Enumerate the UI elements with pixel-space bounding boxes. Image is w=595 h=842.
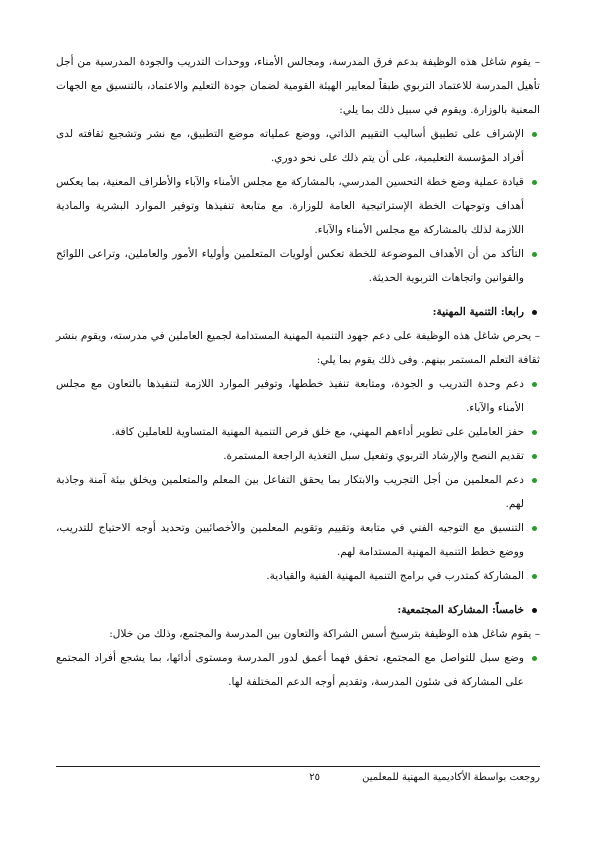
green-bullet-icon <box>532 526 537 531</box>
green-bullet-icon <box>532 656 537 661</box>
list-item: حفز العاملين على تطوير أداءهم المهني، مع خلق فرص التنمية المهنية المتساوية للعاملين كافة. <box>56 420 540 444</box>
green-bullet-icon <box>532 132 537 137</box>
section4-intro: – يحرص شاغل هذه الوظيفة على دعم جهود التنمية المهنية المستدامة لجميع العاملين في مدرسته، ويقوم بنشر ثقافة التعلم المستمر بينهم. وفى ذلك يقوم بما يلي: <box>56 330 540 366</box>
page-number: ٢٥ <box>309 772 320 783</box>
section3-intro: – يقوم شاغل هذه الوظيفة بدعم فرق المدرسة، ومجالس الأمناء، ووحدات التدريب والجودة المدرسية من أجل تأهيل المدرسة للاعتماد التربوي طبقاً لمعايير الهيئة القومية لضمان جودة التعليم والاعتماد، بالتنسيق مع الجهات المعنية بالوزارة. ويقوم في سبيل ذلك بما يلي: <box>56 56 540 116</box>
section5-list <box>56 646 540 694</box>
list-item: التأكد من أن الأهداف الموضوعة للخطة تعكس أولويات المتعلمين وأولياء الأمور والعاملين، وتراعى اللوائح والقوانين واتجاهات التربوية الحديثة. <box>56 242 540 290</box>
green-bullet-icon <box>532 382 537 387</box>
green-bullet-icon <box>532 454 537 459</box>
list-item: دعم وحدة التدريب و الجودة، ومتابعة تنفيذ خططها، وتوفير الموارد اللازمة لتنفيذها بالتعاون مع مجلس الأمناء والآباء. <box>56 372 540 420</box>
green-bullet-icon <box>532 180 537 185</box>
section4-list <box>56 372 540 588</box>
section5-heading: خامساً: المشاركة المجتمعية: <box>56 598 540 622</box>
black-bullet-icon <box>532 310 537 315</box>
green-bullet-icon <box>532 252 537 257</box>
list-item: المشاركة كمتدرب في برامج التنمية المهنية الفنية والقيادية. <box>56 564 540 588</box>
footer-divider <box>56 766 540 767</box>
list-item: وضع سبل للتواصل مع المجتمع، تحقق فهما أعمق لدور المدرسة ومستوى أدائها، بما يشجع أفراد المجتمع على المشاركة فى شئون المدرسة، وتقديم أوجه الدعم المختلفة لها. <box>56 646 540 694</box>
list-item: التنسيق مع التوجيه الفني في متابعة وتقييم وتقويم المعلمين والأخصائيين وتحديد أوجه الاحتياج للتدريب، ووضع خطط التنمية المهنية المستدامة لهم. <box>56 516 540 564</box>
green-bullet-icon <box>532 574 537 579</box>
green-bullet-icon <box>532 478 537 483</box>
list-item: دعم المعلمين من أجل التجريب والابتكار بما يحقق التفاعل بين المعلم والمتعلمين ويخلق بيئة آمنة وجاذبة لهم. <box>56 468 540 516</box>
section3-list <box>56 122 540 290</box>
section4-heading: رابعا: التنمية المهنية: <box>56 300 540 324</box>
green-bullet-icon <box>532 430 537 435</box>
list-item: الإشراف على تطبيق أساليب التقييم الذاتي، ووضع عملياته موضع التطبيق، مع نشر وتشجيع ثقافته لدى أفراد المؤسسة التعليمية، على أن يتم ذلك على نحو دوري. <box>56 122 540 170</box>
list-item: تقديم النصح والإرشاد التربوي وتفعيل سبل التغذية الراجعة المستمرة. <box>56 444 540 468</box>
section5-intro: – يقوم شاغل هذه الوظيفة بترسيخ أسس الشراكة والتعاون بين المدرسة والمجتمع، وذلك من خلال: <box>109 628 540 640</box>
black-bullet-icon <box>532 608 537 613</box>
document-body <box>56 50 540 694</box>
list-item: قيادة عملية وضع خطة التحسين المدرسي، بالمشاركة مع مجلس الأمناء والآباء والأطراف المعنية، بما يعكس أهداف وتوجهات الخطة الإستراتيجية العامة للوزارة. مع متابعة تنفيذها وتوفير الموارد البشرية والمادية اللازمة لذلك بالمشاركة مع مجلس الأمناء والآباء. <box>56 170 540 242</box>
footer-credit: روجعت بواسطة الأكاديمية المهنية للمعلمين <box>362 772 540 783</box>
